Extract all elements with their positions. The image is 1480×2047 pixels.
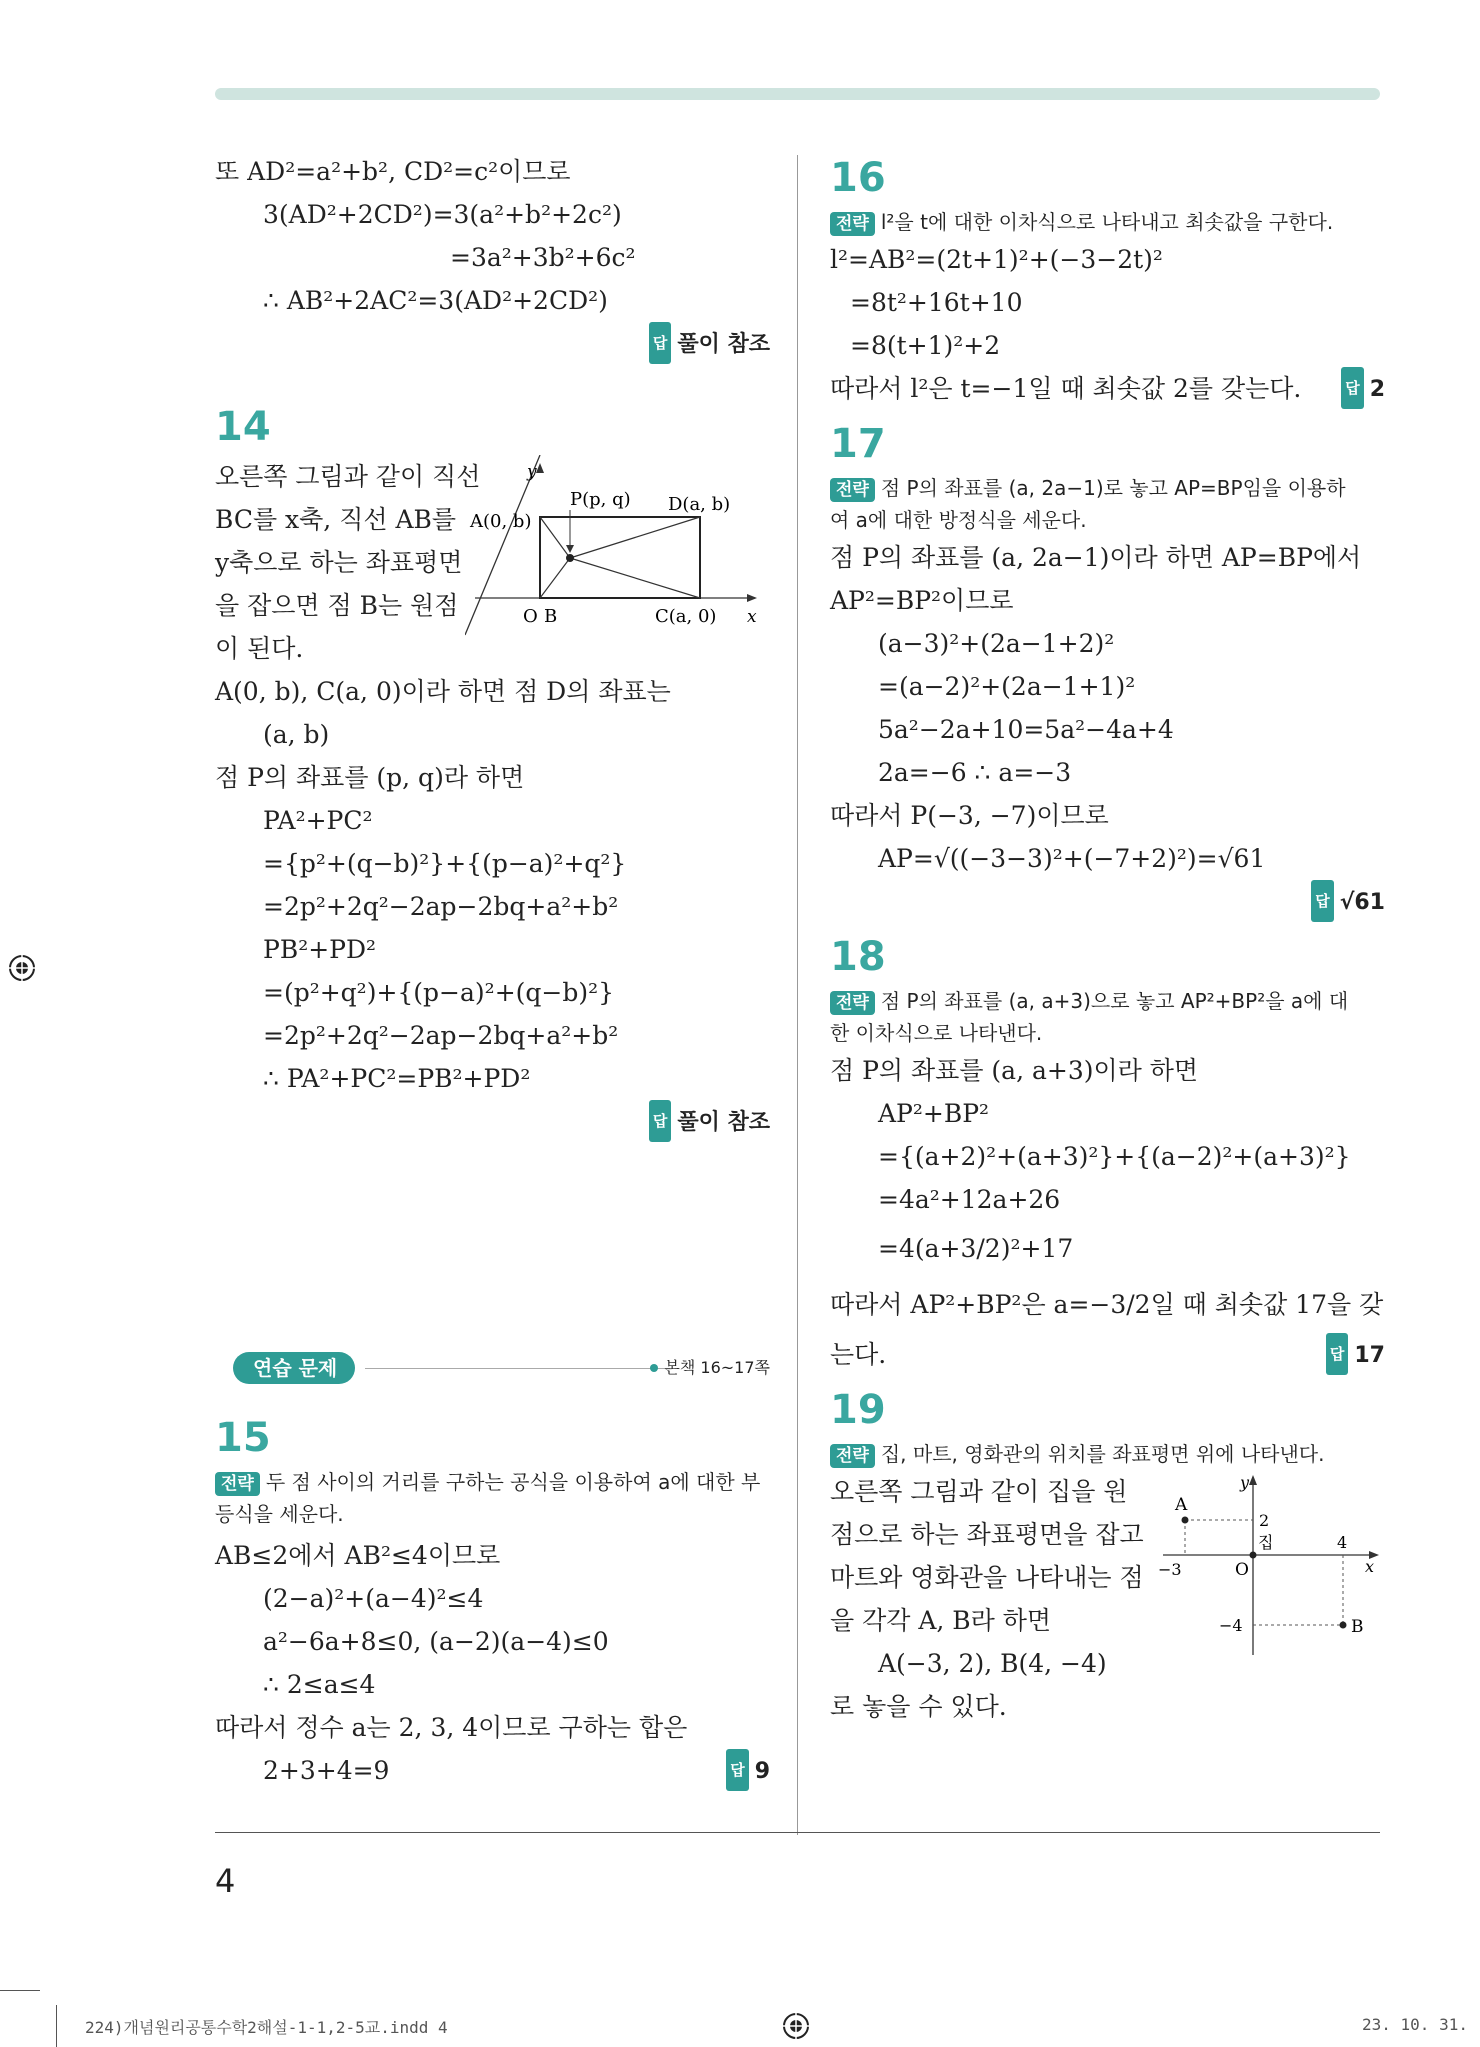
left-column-lower (215, 1410, 770, 1792)
p18-strategy: 전략 점 P의 좌표를 (a, a+3)으로 놓고 AP²+BP²을 a에 대 (830, 985, 1385, 1017)
fig19-B: B (1351, 1617, 1364, 1637)
registration-mark-bottom-icon (780, 2010, 812, 2042)
problem-number-19: 19 (830, 1387, 886, 1433)
fig19-O: O (1235, 1560, 1249, 1580)
problem-number-18: 18 (830, 934, 886, 980)
p14-line: =(p²+q²)+{(p−a)²+(q−b)²} (263, 978, 615, 1007)
p13-line: 또 AD²=a²+b², CD²=c²이므로 (215, 157, 571, 186)
p19-line: 을 각각 A, B라 하면 (830, 1606, 1052, 1635)
p15-line: (2−a)²+(a−4)²≤4 (263, 1584, 484, 1613)
p15-strategy: 전략 두 점 사이의 거리를 구하는 공식을 이용하여 a에 대한 부 (215, 1466, 770, 1498)
p15-strategy-cont: 등식을 세운다. (215, 1502, 344, 1526)
problem-number-17: 17 (830, 421, 886, 467)
p18-strategy-cont: 한 이차식으로 나타낸다. (830, 1021, 1043, 1045)
p18-line: =4(a+3/2)²+17 (878, 1234, 1074, 1263)
p14-intro: y축으로 하는 좌표평면 (215, 548, 463, 577)
p14-intro: 오른쪽 그림과 같이 직선 (215, 462, 481, 491)
right-column (830, 150, 1385, 1728)
fig14-C: C(a, 0) (655, 606, 717, 627)
p19-line: A(−3, 2), B(4, −4) (878, 1649, 1107, 1678)
p19-line: 마트와 영화관을 나타내는 점 (830, 1563, 1144, 1592)
fig19-p4: 4 (1337, 1533, 1348, 1552)
p13-line: 3(AD²+2CD²)=3(a²+b²+2c²) (263, 200, 622, 229)
p16-line: =8t²+16t+10 (850, 288, 1023, 317)
p14-line: A(0, b), C(a, 0)이라 하면 점 D의 좌표는 (215, 677, 671, 706)
column-divider (797, 155, 798, 1835)
p19-line: 점으로 하는 좌표평면을 잡고 (830, 1520, 1144, 1549)
p17-line: 점 P의 좌표를 (a, 2a−1)이라 하면 AP=BP에서 (830, 543, 1362, 572)
practice-header (215, 1352, 770, 1388)
fig14-D: D(a, b) (668, 494, 731, 515)
footer-date: 23. 10. 31. (1362, 2015, 1468, 2034)
p15-line: 따라서 정수 a는 2, 3, 4이므로 구하는 합은 (215, 1713, 688, 1742)
p14-line: 점 P의 좌표를 (p, q)라 하면 (215, 763, 525, 792)
p16-line: l²=AB²=(2t+1)²+(−3−2t)² (830, 245, 1163, 274)
p15-line: ∴ 2≤a≤4 (263, 1670, 376, 1699)
p15-line: AB≤2에서 AB²≤4이므로 (215, 1541, 501, 1570)
fig19-n4: −4 (1219, 1616, 1243, 1635)
fig14-P: P(p, q) (570, 489, 631, 510)
page-number: 4 (215, 1862, 236, 1900)
p18-line: 따라서 AP²+BP²은 a=−3/2일 때 최솟값 17을 갖 (830, 1290, 1384, 1319)
p17-line: 2a=−6 ∴ a=−3 (878, 758, 1072, 787)
registration-mark-icon (6, 952, 38, 984)
p19-strategy: 전략 집, 마트, 영화관의 위치를 좌표평면 위에 나타낸다. (830, 1438, 1385, 1470)
p17-line: =(a−2)²+(2a−1+1)² (878, 672, 1136, 701)
p14-intro: BC를 x축, 직선 AB를 (215, 505, 457, 534)
p14-line: ∴ PA²+PC²=PB²+PD² (263, 1064, 531, 1093)
p13-line: ∴ AB²+2AC²=3(AD²+2CD²) (263, 286, 608, 315)
p17-strategy: 전략 점 P의 좌표를 (a, 2a−1)로 놓고 AP=BP임을 이용하 (830, 472, 1385, 504)
p14-line: PA²+PC² (263, 806, 373, 835)
p15-line: a²−6a+8≤0, (a−2)(a−4)≤0 (263, 1627, 609, 1656)
fig14-x-label: x (747, 607, 757, 627)
p17-line: (a−3)²+(2a−1+2)² (878, 629, 1115, 658)
p18-line: =4a²+12a+26 (878, 1185, 1061, 1214)
fig14-O: O (523, 606, 538, 627)
p17-answer: 답 √61 (830, 880, 1385, 923)
p13-line: =3a²+3b²+6c² (450, 243, 636, 272)
fig14-A: A(0, b) (470, 511, 532, 532)
footer-filename: 224)개념원리공통수학2해설-1-1,2-5교.indd 4 (85, 2018, 448, 2037)
p18-line: ={(a+2)²+(a+3)²}+{(a−2)²+(a+3)²} (878, 1142, 1351, 1171)
p19-coordinate-figure (1155, 1470, 1385, 1670)
p14-line: PB²+PD² (263, 935, 377, 964)
p14-line: =2p²+2q²−2ap−2bq+a²+b² (263, 892, 619, 921)
p19-line: 오른쪽 그림과 같이 집을 원 (830, 1477, 1128, 1506)
p14-rectangle-figure (465, 455, 765, 655)
fig19-n3: −3 (1158, 1560, 1182, 1579)
p16-strategy: 전략 l²을 t에 대한 이차식으로 나타내고 최솟값을 구한다. (830, 206, 1385, 238)
p18-line: AP²+BP² (878, 1099, 990, 1128)
fig19-x-label: x (1365, 1557, 1375, 1576)
p14-line: (a, b) (263, 720, 330, 749)
practice-ref: 본책 16~17쪽 (650, 1355, 770, 1378)
fig19-p2: 2 (1259, 1511, 1270, 1530)
bottom-rule (215, 1832, 1380, 1833)
answer-tag: 답 (649, 322, 672, 364)
p14-line: ={p²+(q−b)²}+{(p−a)²+q²} (263, 849, 627, 878)
p17-line: AP=√((−3−3)²+(−7+2)²)=√61 (878, 844, 1266, 873)
top-decor-bar (215, 88, 1380, 100)
p17-line: AP²=BP²이므로 (830, 586, 1014, 615)
p14-intro: 이 된다. (215, 634, 304, 663)
p13-answer: 답 풀이 참조 (215, 322, 770, 365)
problem-number-14: 14 (215, 404, 271, 450)
p14-line: =2p²+2q²−2ap−2bq+a²+b² (263, 1021, 619, 1050)
fig14-B: B (544, 606, 558, 627)
fig14-y-label: y (527, 462, 537, 482)
fig19-home: 집 (1258, 1533, 1274, 1552)
p16-line: 따라서 l²은 t=−1일 때 최솟값 2를 갖는다. (830, 374, 1302, 403)
p15-answer: 답 9 (726, 1749, 770, 1792)
p17-line: 5a²−2a+10=5a²−4a+4 (878, 715, 1174, 744)
p17-strategy-cont: 여 a에 대한 방정식을 세운다. (830, 508, 1087, 532)
problem-number-16: 16 (830, 155, 886, 201)
fig19-A: A (1175, 1495, 1188, 1515)
p19-line: 로 놓을 수 있다. (830, 1692, 1007, 1721)
left-column (215, 150, 770, 1143)
p16-line: =8(t+1)²+2 (850, 331, 1001, 360)
fig19-y-label: y (1240, 1473, 1250, 1492)
problem-number-15: 15 (215, 1415, 271, 1461)
p14-answer: 답 풀이 참조 (215, 1100, 770, 1143)
practice-title: 연습 문제 (233, 1352, 355, 1384)
p18-line: 는다. (830, 1340, 887, 1369)
p17-line: 따라서 P(−3, −7)이므로 (830, 801, 1109, 830)
p15-line: 2+3+4=9 (263, 1756, 390, 1785)
p16-answer: 답 2 (1341, 367, 1385, 410)
p18-line: 점 P의 좌표를 (a, a+3)이라 하면 (830, 1056, 1199, 1085)
p14-intro: 을 잡으면 점 B는 원점 (215, 591, 459, 620)
p18-answer: 답 17 (1326, 1333, 1385, 1376)
